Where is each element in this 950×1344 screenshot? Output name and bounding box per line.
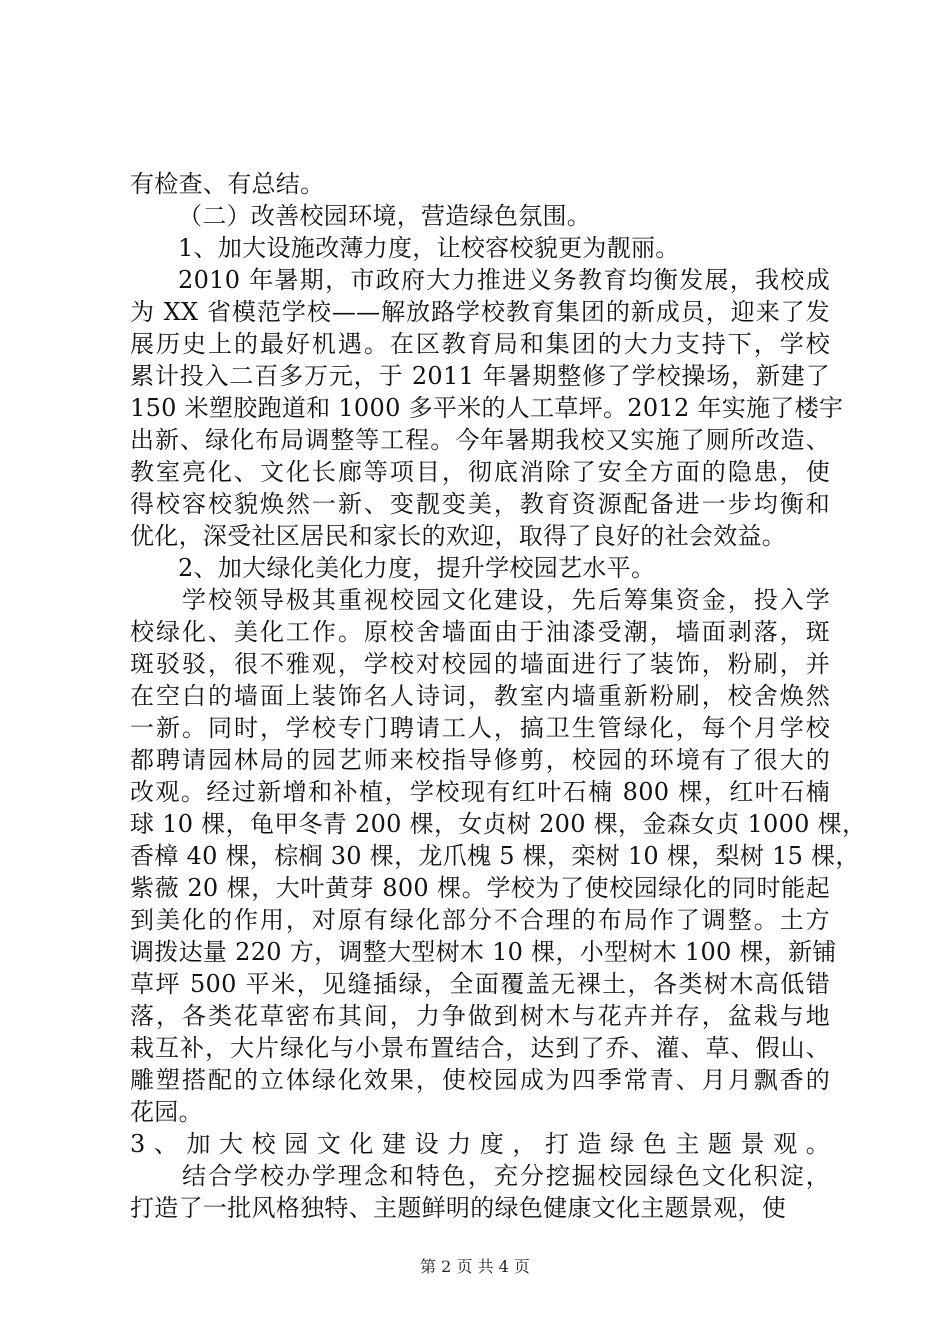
paragraph-line: 斑驳驳，很不雅观，学校对校园的墙面进行了装饰，粉刷，并	[130, 650, 830, 678]
paragraph-line: 到美化的作用，对原有绿化部分不合理的布局作了调整。土方	[130, 906, 830, 934]
paragraph-line: 改观。经过新增和补植，学校现有红叶石楠 800 棵，红叶石楠	[130, 778, 830, 806]
paragraph-line: 为 XX 省模范学校——解放路学校教育集团的新成员，迎来了发	[130, 298, 830, 326]
paragraph-line: 出新、绿化布局调整等工程。今年暑期我校又实施了厕所改造、	[130, 426, 830, 454]
paragraph-line: 紫薇 20 棵，大叶黄芽 800 棵。学校为了使校园绿化的同时能起	[130, 874, 830, 902]
paragraph-line: 栽互补，大片绿化与小景布置结合，达到了乔、灌、草、假山、	[130, 1034, 830, 1062]
paragraph-line: 雕塑搭配的立体绿化效果，使校园成为四季常青、月月飘香的	[130, 1066, 830, 1094]
subsection-heading: 2、加大绿化美化力度，提升学校园艺水平。	[178, 554, 656, 582]
paragraph-line: 校绿化、美化工作。原校舍墙面由于油漆受潮，墙面剥落，斑	[130, 618, 830, 646]
paragraph-line: 花园。	[130, 1098, 203, 1126]
paragraph-line: 草坪 500 平米，见缝插绿，全面覆盖无裸土，各类树木高低错	[130, 970, 830, 998]
subsection-heading: 1、加大设施改薄力度，让校容校貌更为靓丽。	[178, 234, 680, 262]
paragraph-line: 落，各类花草密布其间，力争做到树木与花卉并存，盆栽与地	[130, 1002, 830, 1030]
paragraph-line: 3、加大校园文化建设力度，打造绿色主题景观。	[130, 1130, 830, 1158]
paragraph-line: 一新。同时，学校专门聘请工人，搞卫生管绿化，每个月学校	[130, 714, 830, 742]
paragraph-line: 结合学校办学理念和特色，充分挖掘校园绿色文化积淀，	[182, 1162, 830, 1190]
paragraph-line: 学校领导极其重视校园文化建设，先后筹集资金，投入学	[182, 586, 830, 614]
paragraph-line: 得校容校貌焕然一新、变靓变美，教育资源配备进一步均衡和	[130, 490, 830, 518]
paragraph-line: 150 米塑胶跑道和 1000 多平米的人工草坪。2012 年实施了楼宇	[130, 394, 844, 422]
paragraph-line: 球 10 棵，龟甲冬青 200 棵，女贞树 200 棵，金森女贞 1000 棵，	[130, 810, 867, 838]
paragraph-line: 教室亮化、文化长廊等项目，彻底消除了安全方面的隐患，使	[130, 458, 830, 486]
paragraph-line: 优化，深受社区居民和家长的欢迎，取得了良好的社会效益。	[130, 522, 787, 550]
paragraph-line: 累计投入二百多万元，于 2011 年暑期整修了学校操场，新建了	[130, 362, 830, 390]
paragraph-line: 调拨达量 220 方，调整大型树木 10 棵，小型树木 100 棵，新铺	[130, 938, 837, 966]
page-number: 第 2 页 共 4 页	[420, 1257, 530, 1276]
paragraph-line: 2010 年暑期，市政府大力推进义务教育均衡发展，我校成	[178, 266, 830, 294]
paragraph-line: 在空白的墙面上装饰名人诗词，教室内墙重新粉刷，校舍焕然	[130, 682, 830, 710]
paragraph-line: 打造了一批风格独特、主题鲜明的绿色健康文化主题景观，使	[130, 1194, 787, 1222]
section-heading: （二）改善校园环境，营造绿色氛围。	[178, 202, 592, 230]
paragraph-line: 展历史上的最好机遇。在区教育局和集团的大力支持下，学校	[130, 330, 830, 358]
paragraph-line: 香樟 40 棵，棕榈 30 棵，龙爪槐 5 棵，栾树 10 棵，梨树 15 棵，	[130, 842, 860, 870]
paragraph-line: 有检查、有总结。	[130, 170, 325, 198]
paragraph-line: 都聘请园林局的园艺师来校指导修剪，校园的环境有了很大的	[130, 746, 830, 774]
